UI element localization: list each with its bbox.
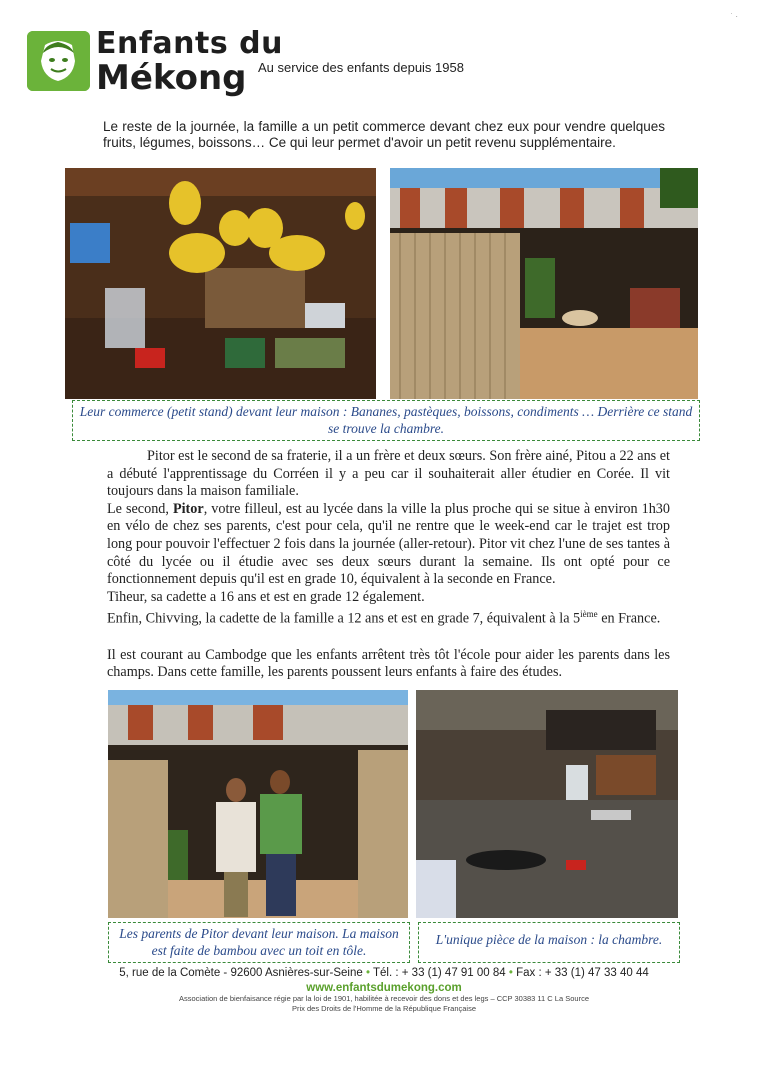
- room-photo: [416, 690, 678, 918]
- footer-legal-line1: Association de bienfaisance régie par la loi de 1901, habilitée à recevoir des dons et des legs – CCP 30383 11 C La Source: [179, 994, 589, 1003]
- paragraph-tiheur: Tiheur, sa cadette a 16 ans et est en grade 12 également.: [107, 588, 425, 605]
- brand-name-line2: Mékong: [96, 58, 247, 98]
- paragraph-chivving: [107, 606, 670, 628]
- chivving-text-end: en France.: [597, 611, 661, 628]
- pitor-intro-text: Le second,: [107, 500, 173, 517]
- footer-legal: [0, 994, 768, 1014]
- stand-photo: [65, 168, 376, 399]
- corner-marks: ˙ ·: [730, 12, 738, 21]
- brand-name-line1: Enfants du: [96, 26, 283, 61]
- body-text: [107, 448, 670, 682]
- footer-phone: Tél. : + 33 (1) 47 91 00 84: [373, 967, 506, 979]
- footer-fax: Fax : + 33 (1) 47 33 40 44: [516, 967, 649, 979]
- parents-caption: Les parents de Pitor devant leur maison. La maison est faite de bambou avec un toit en tôle.: [108, 922, 410, 963]
- intro-paragraph: Le reste de la journée, la famille a un petit commerce devant chez eux pour vendre quelques fruits, légumes, boissons… Ce qui leur permet d'avoir un petit revenu supplémentaire.: [103, 119, 665, 150]
- pitor-description: , votre filleul, est au lycée dans la ville la plus proche qui se situe à environ 1h30 en vélo de chez ses parents, c'est pour cela, qu'il ne rentre que le week-end car le trajet est trop long pour pouvoir l'effectuer 2 fois dans la journée (aller-retour). Pitor vit chez l'une de ses tantes à côté du lycée ou il étudie avec ses deux sœurs durant la semaine. Ils ont opté pour ce fonctionnement depuis qu'il est en grade 10, équivalent à la seconde en France.: [107, 500, 670, 588]
- separator-dot: •: [365, 967, 371, 979]
- footer-contact: [0, 967, 768, 979]
- paragraph-cambodia: Il est courant au Cambodge que les enfants arrêtent très tôt l'école pour aider les parents dans les champs. Dans cette famille, les parents poussent leurs enfants à faire des études.: [107, 646, 670, 681]
- separator-dot: •: [508, 967, 513, 979]
- house-photo: [390, 168, 698, 399]
- footer-legal-line2: Prix des Droits de l'Homme de la République Française: [291, 1004, 476, 1013]
- room-caption: L'unique pièce de la maison : la chambre.: [418, 922, 680, 963]
- parents-photo: [108, 690, 408, 918]
- tagline: Au service des enfants depuis 1958: [258, 60, 464, 75]
- paragraph-siblings: Pitor est le second de sa fraterie, il a un frère et deux sœurs. Son frère ainé, Pitou a 22 ans et a débuté l'apprentissage du Corréen il y a peu car il souhaiterait aller étudier en Corée. Il vit toujours dans la maison familiale.: [107, 448, 670, 500]
- stand-caption: Leur commerce (petit stand) devant leur maison : Bananes, pastèques, boissons, condiments … Derrière ce stand se trouve la chambre.: [72, 400, 700, 441]
- footer-website-link[interactable]: www.enfantsdumekong.com: [306, 982, 462, 994]
- pitor-name: Pitor: [172, 500, 204, 517]
- chivving-text: Enfin, Chivving, la cadette de la famille a 12 ans et est en grade 7, équivalent à la 5: [107, 611, 581, 628]
- grade-superscript: ième: [580, 609, 598, 620]
- footer-address: 5, rue de la Comète - 92600 Asnières-sur-Seine: [119, 967, 363, 979]
- logo-icon: [27, 31, 90, 91]
- paragraph-pitor: [107, 501, 670, 589]
